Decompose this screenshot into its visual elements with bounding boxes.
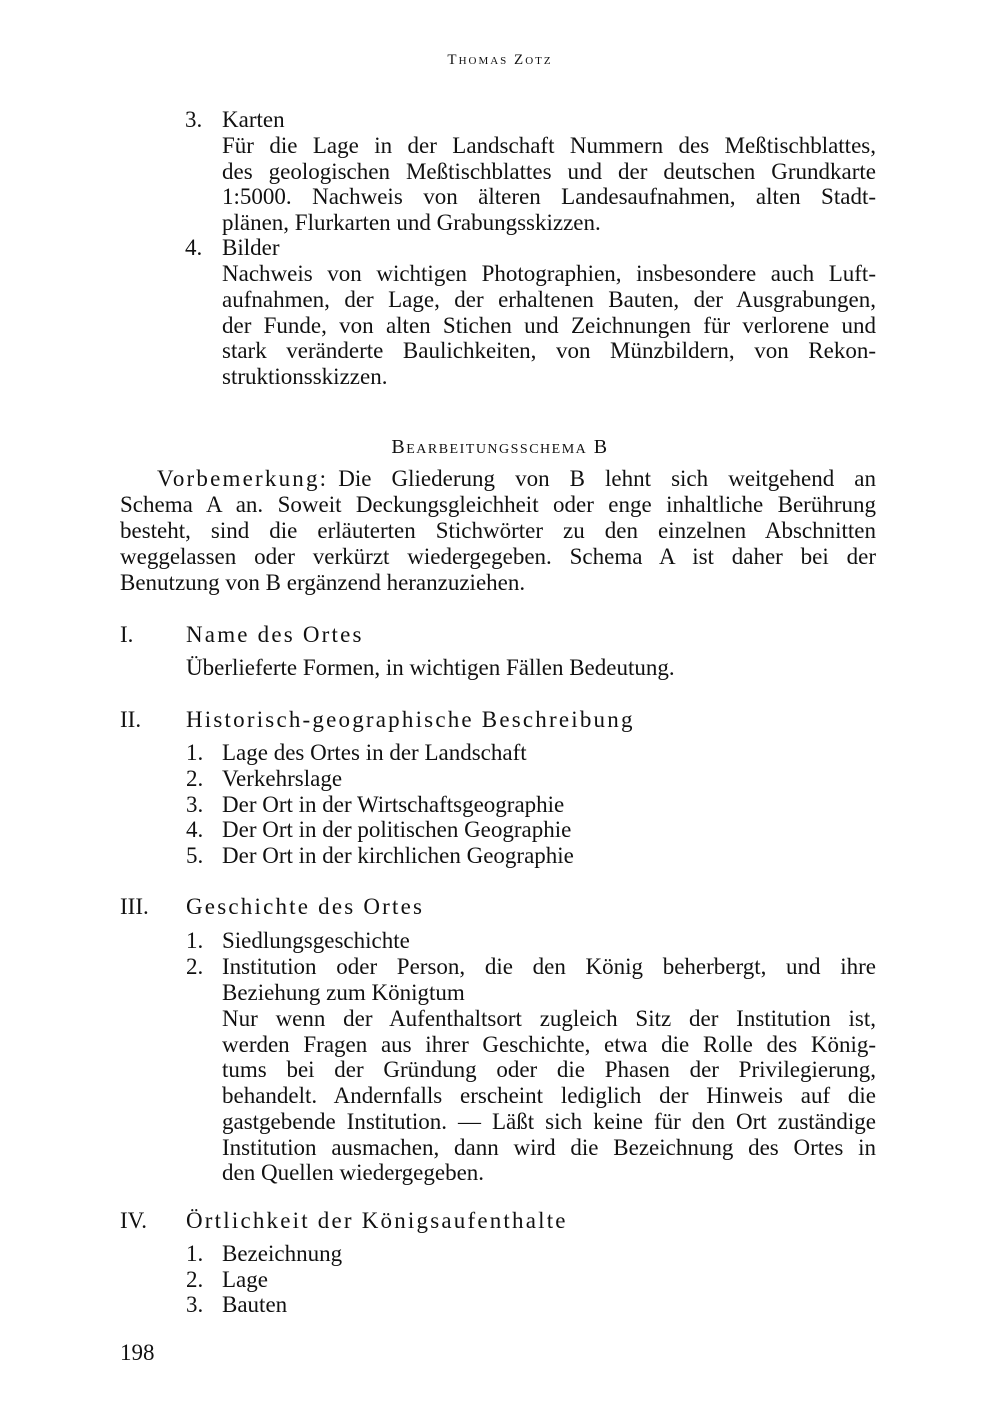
list-item: Siedlungsgeschichte [222,928,410,953]
paragraph-line: des geologischen Meßtischblattes und der deutschen Grundkarte [222,159,876,184]
list-number: 4. [186,817,204,842]
section-numeral: II. [120,707,142,732]
list-number: 2. [186,954,204,979]
paragraph-line: stark veränderte Baulichkeiten, von Münzbildern, von Rekon- [222,338,876,363]
paragraph-line: aufnahmen, der Lage, der erhaltenen Bauten, der Ausgrabungen, [222,287,876,312]
paragraph-line: der Funde, von alten Stichen und Zeichnungen für verlorene und [222,313,876,338]
paragraph-line: plänen, Flurkarten und Grabungsskizzen. [222,210,601,235]
list-number: 2. [186,1267,204,1292]
list-number: 3. [186,792,204,817]
paragraph-line: weggelassen oder verkürzt wiedergegeben. Schema A ist daher bei der [120,544,876,569]
list-number: 5. [186,843,204,868]
list-item: Der Ort in der kirchlichen Geographie [222,843,574,868]
section-numeral: IV. [120,1208,148,1233]
paragraph-line: struktionsskizzen. [222,364,388,389]
paragraph-line: Benutzung von B ergänzend heranzuziehen. [120,570,526,595]
list-item: Der Ort in der politischen Geographie [222,817,572,842]
list-item: Der Ort in der Wirtschaftsgeographie [222,792,565,817]
paragraph-line: den Quellen wiedergegeben. [222,1160,485,1185]
list-item: Bezeichnung [222,1241,343,1266]
section-heading: Bearbeitungsschema B [391,436,609,458]
paragraph-line: werden Fragen aus ihrer Geschichte, etwa die Rolle des König- [222,1032,876,1057]
list-number: 3. [186,1292,204,1317]
list-number: 1. [186,740,204,765]
paragraph-line: Institution ausmachen, dann wird die Bezeichnung des Ortes in [222,1135,876,1160]
paragraph-line: besteht, sind die erläuterten Stichwörter zu den einzelnen Abschnitten [120,518,876,543]
section-numeral: III. [120,894,149,919]
list-item: Bauten [222,1292,288,1317]
paragraph-line: gastgebende Institution. — Läßt sich keine für den Ort zuständige [222,1109,876,1134]
list-number: 1. [186,928,204,953]
preface-first-line [157,466,876,492]
paragraph-line: 1:5000. Nachweis von älteren Landesaufnahmen, alten Stadt- [222,184,876,209]
paragraph-line: tums bei der Gründung oder die Phasen der Privilegierung, [222,1057,876,1082]
running-head: Thomas Zotz [447,52,553,68]
paragraph-line: Beziehung zum Königtum [222,980,465,1005]
section-title: Geschichte des Ortes [186,894,425,919]
paragraph-line: Schema A an. Soweit Deckungsgleichheit oder enge inhaltliche Berührung [120,492,876,517]
list-item-title: Karten [222,107,285,132]
paragraph-line: Für die Lage in der Landschaft Nummern des Meßtischblattes, [222,133,876,158]
list-number: 1. [186,1241,204,1266]
page-number: 198 [120,1340,155,1365]
preface-text: Die Gliederung von B lehnt sich weitgehend an [338,466,876,491]
paragraph-line: Nur wenn der Aufenthaltsort zugleich Sitz der Institution ist, [222,1006,876,1031]
list-number: 4. [185,235,203,260]
section-numeral: I. [120,622,134,647]
list-item-title: Bilder [222,235,280,260]
paragraph-line: Nachweis von wichtigen Photographien, insbesondere auch Luft- [222,261,876,286]
paragraph-line: Institution oder Person, die den König beherbergt, und ihre [222,954,876,979]
list-number: 3. [185,107,203,132]
section-title: Örtlichkeit der Königsaufenthalte [186,1208,568,1233]
section-text: Überlieferte Formen, in wichtigen Fällen Bedeutung. [186,655,675,680]
section-title: Name des Ortes [186,622,364,647]
list-item: Lage des Ortes in der Landschaft [222,740,527,765]
list-item: Lage [222,1267,268,1292]
section-title: Historisch-geographische Beschreibung [186,707,635,732]
list-item: Verkehrslage [222,766,343,791]
paragraph-line: behandelt. Andernfalls erscheint lediglich der Hinweis auf die [222,1083,876,1108]
preface-label: Vorbemerkung: [157,466,329,491]
list-number: 2. [186,766,204,791]
